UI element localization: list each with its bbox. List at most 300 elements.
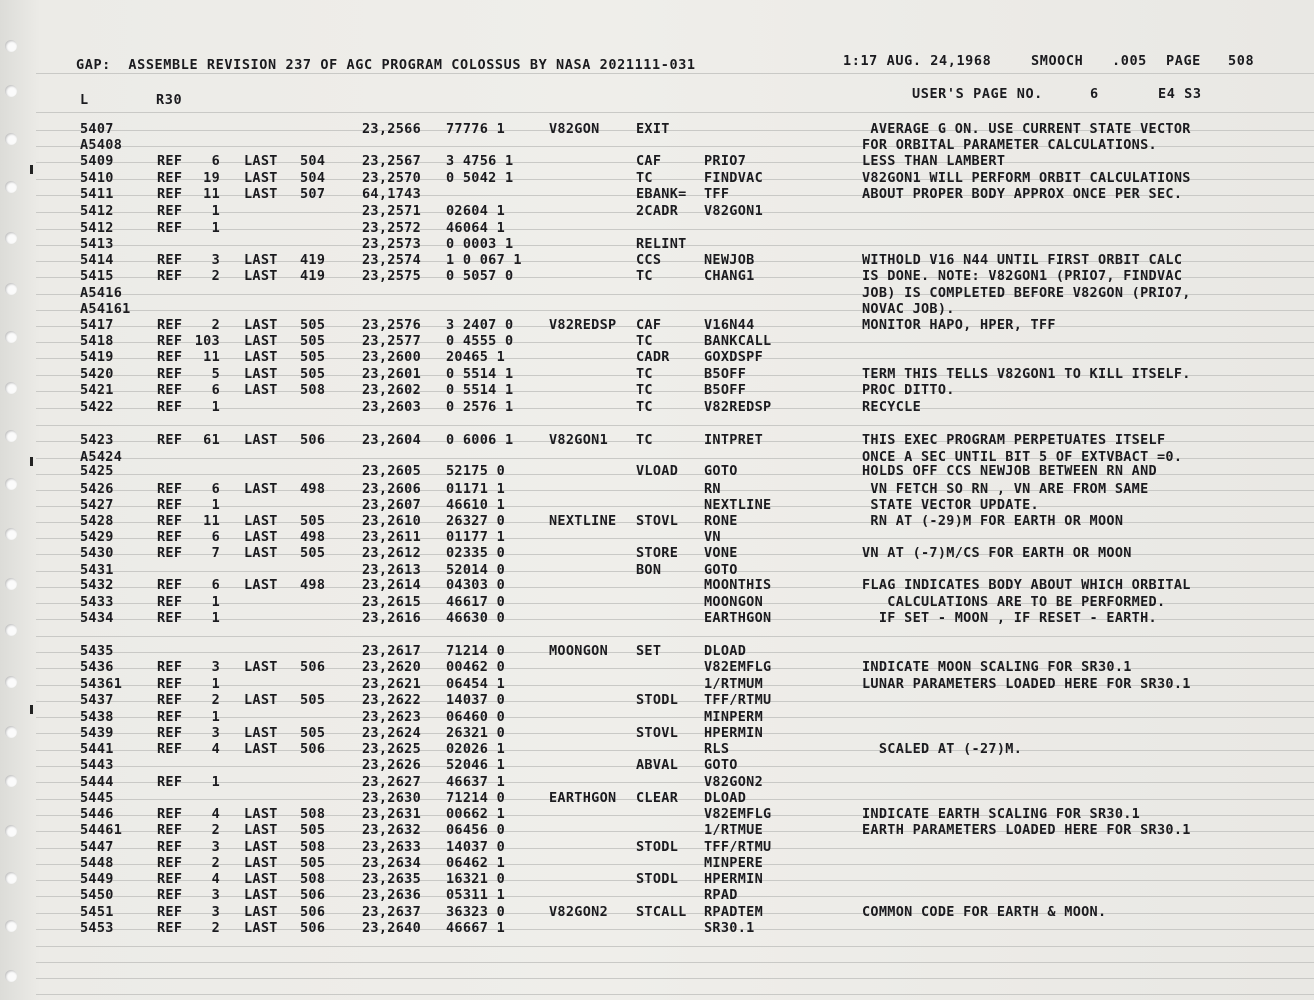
comment: SCALED AT (-27)M. (862, 741, 1023, 757)
comment: INDICATE MOON SCALING FOR SR30.1 (862, 659, 1132, 675)
last-keyword: LAST (244, 382, 278, 398)
listing-timestamp: 1:17 AUG. 24,1968 (843, 53, 992, 69)
operand: TFF (704, 186, 730, 202)
octal-word: 00462 0 (446, 659, 505, 675)
ref-keyword: REF (157, 153, 183, 169)
comment: ONCE A SEC UNTIL BIT 5 OF EXTVBACT =0. (862, 449, 1183, 465)
operand: VN (704, 529, 721, 545)
line-number: 5423 (80, 432, 114, 448)
sprocket-hole (5, 40, 17, 52)
ref-count: 3 (211, 887, 220, 903)
operand: INTPRET (704, 432, 763, 448)
octal-word: 0 4555 0 (446, 333, 514, 349)
last-page: 508 (300, 871, 326, 887)
line-number: A5408 (80, 137, 123, 153)
ref-count: 3 (211, 725, 220, 741)
operand: GOXDSPF (704, 349, 763, 365)
operand: TFF/RTMU (704, 839, 772, 855)
ruled-line (36, 782, 1314, 783)
memory-address: 23,2620 (362, 659, 421, 675)
operand: EARTHGON (704, 610, 772, 626)
ref-keyword: REF (157, 349, 183, 365)
ref-count: 4 (211, 871, 220, 887)
last-keyword: LAST (244, 153, 278, 169)
opcode: CCS (636, 252, 662, 268)
memory-address: 23,2571 (362, 203, 421, 219)
ruled-line (36, 425, 1314, 426)
line-number: 5414 (80, 252, 114, 268)
comment: IS DONE. NOTE: V82GON1 (PRIO7, FINDVAC (862, 268, 1183, 284)
line-number: 5413 (80, 236, 114, 252)
ref-count: 103 (194, 333, 220, 349)
memory-address: 23,2625 (362, 741, 421, 757)
comment: LESS THAN LAMBERT (862, 153, 1006, 169)
last-page: 505 (300, 692, 326, 708)
ref-count: 11 (203, 513, 220, 529)
operand: DLOAD (704, 643, 747, 659)
octal-word: 52175 0 (446, 463, 505, 479)
octal-word: 46667 1 (446, 920, 505, 936)
last-keyword: LAST (244, 822, 278, 838)
memory-address: 23,2621 (362, 676, 421, 692)
ref-count: 2 (211, 855, 220, 871)
line-number: 5412 (80, 203, 114, 219)
octal-word: 04303 0 (446, 577, 505, 593)
comment: V82GON1 WILL PERFORM ORBIT CALCULATIONS (862, 170, 1191, 186)
ref-count: 61 (203, 432, 220, 448)
octal-word: 05311 1 (446, 887, 505, 903)
line-number: 5430 (80, 545, 114, 561)
ref-keyword: REF (157, 725, 183, 741)
last-page: 506 (300, 741, 326, 757)
ref-count: 1 (211, 220, 220, 236)
octal-word: 3 4756 1 (446, 153, 514, 169)
octal-word: 46610 1 (446, 497, 505, 513)
memory-address: 23,2605 (362, 463, 421, 479)
operand: RPAD (704, 887, 738, 903)
operand: FINDVAC (704, 170, 763, 186)
memory-address: 23,2606 (362, 481, 421, 497)
opcode: TC (636, 399, 653, 415)
last-page: 506 (300, 904, 326, 920)
ref-keyword: REF (157, 366, 183, 382)
memory-address: 23,2574 (362, 252, 421, 268)
operand: MINPERM (704, 709, 763, 725)
listing-version: .005 (1112, 53, 1147, 69)
opcode: EBANK= (636, 186, 687, 202)
last-page: 419 (300, 252, 326, 268)
octal-word: 26327 0 (446, 513, 505, 529)
memory-address: 23,2573 (362, 236, 421, 252)
ref-keyword: REF (157, 822, 183, 838)
line-number: 5433 (80, 594, 114, 610)
last-keyword: LAST (244, 659, 278, 675)
ref-keyword: REF (157, 839, 183, 855)
line-number: 5409 (80, 153, 114, 169)
line-number: 5434 (80, 610, 114, 626)
operand: DLOAD (704, 790, 747, 806)
operand: MOONTHIS (704, 577, 772, 593)
ref-keyword: REF (157, 268, 183, 284)
code-label: NEXTLINE (549, 513, 617, 529)
opcode: TC (636, 170, 653, 186)
memory-address: 23,2631 (362, 806, 421, 822)
ref-count: 3 (211, 659, 220, 675)
last-keyword: LAST (244, 186, 278, 202)
ruled-line (36, 112, 1314, 113)
line-number: A5424 (80, 449, 123, 465)
ruled-line (36, 571, 1314, 572)
ruled-line (36, 538, 1314, 539)
comment: THIS EXEC PROGRAM PERPETUATES ITSELF (862, 432, 1166, 448)
operand: NEXTLINE (704, 497, 772, 513)
sprocket-hole (5, 676, 17, 688)
octal-word: 06460 0 (446, 709, 505, 725)
operand: V82GON2 (704, 774, 763, 790)
ref-keyword: REF (157, 659, 183, 675)
memory-address: 23,2626 (362, 757, 421, 773)
last-keyword: LAST (244, 333, 278, 349)
operand: 1/RTMUE (704, 822, 763, 838)
sprocket-hole (5, 85, 17, 97)
last-keyword: LAST (244, 577, 278, 593)
memory-address: 23,2635 (362, 871, 421, 887)
opcode: STODL (636, 871, 679, 887)
operand: V16N44 (704, 317, 755, 333)
line-number: 5443 (80, 757, 114, 773)
ref-keyword: REF (157, 887, 183, 903)
ref-keyword: REF (157, 432, 183, 448)
line-number: 5450 (80, 887, 114, 903)
ref-count: 3 (211, 252, 220, 268)
octal-word: 46637 1 (446, 774, 505, 790)
line-number: 5445 (80, 790, 114, 806)
line-number: 5429 (80, 529, 114, 545)
comment: FLAG INDICATES BODY ABOUT WHICH ORBITAL (862, 577, 1191, 593)
ref-count: 2 (211, 920, 220, 936)
comment: AVERAGE G ON. USE CURRENT STATE VECTOR (862, 121, 1191, 137)
memory-address: 23,2600 (362, 349, 421, 365)
octal-word: 26321 0 (446, 725, 505, 741)
memory-address: 23,2634 (362, 855, 421, 871)
line-number: 5425 (80, 463, 114, 479)
memory-address: 23,2613 (362, 562, 421, 578)
ruled-line (36, 342, 1314, 343)
ref-keyword: REF (157, 481, 183, 497)
line-number: 5438 (80, 709, 114, 725)
opcode: ABVAL (636, 757, 679, 773)
line-number: 54461 (80, 822, 123, 838)
sprocket-hole (5, 181, 17, 193)
octal-word: 14037 0 (446, 692, 505, 708)
octal-word: 00662 1 (446, 806, 505, 822)
memory-address: 23,2630 (362, 790, 421, 806)
code-label: MOONGON (549, 643, 608, 659)
last-keyword: LAST (244, 920, 278, 936)
last-page: 508 (300, 382, 326, 398)
last-page: 504 (300, 153, 326, 169)
sprocket-hole (5, 726, 17, 738)
line-number: 5448 (80, 855, 114, 871)
ruled-line (36, 994, 1314, 995)
opcode: STODL (636, 692, 679, 708)
octal-word: 20465 1 (446, 349, 505, 365)
memory-address: 23,2623 (362, 709, 421, 725)
ruled-line (36, 946, 1314, 947)
memory-address: 23,2614 (362, 577, 421, 593)
ref-count: 4 (211, 741, 220, 757)
left-code: L (80, 92, 89, 108)
memory-address: 23,2640 (362, 920, 421, 936)
users-page-label: USER'S PAGE NO. (912, 86, 1043, 102)
line-number: 5412 (80, 220, 114, 236)
line-number: 5428 (80, 513, 114, 529)
operand: BANKCALL (704, 333, 772, 349)
line-number: 5436 (80, 659, 114, 675)
memory-address: 23,2607 (362, 497, 421, 513)
last-page: 507 (300, 186, 326, 202)
comment: STATE VECTOR UPDATE. (862, 497, 1039, 513)
operand: MINPERE (704, 855, 763, 871)
ref-count: 2 (211, 317, 220, 333)
octal-word: 06454 1 (446, 676, 505, 692)
users-page-number: 6 (1090, 86, 1099, 102)
operand: 1/RTMUM (704, 676, 763, 692)
sprocket-hole (5, 624, 17, 636)
ref-keyword: REF (157, 203, 183, 219)
line-number: 5421 (80, 382, 114, 398)
ref-keyword: REF (157, 610, 183, 626)
comment: NOVAC JOB). (862, 301, 955, 317)
last-page: 498 (300, 577, 326, 593)
ref-count: 19 (203, 170, 220, 186)
operand: HPERMIN (704, 871, 763, 887)
margin-mark (30, 165, 33, 174)
octal-word: 01177 1 (446, 529, 505, 545)
ref-count: 3 (211, 839, 220, 855)
ref-count: 1 (211, 709, 220, 725)
ruled-line (36, 408, 1314, 409)
opcode: STOVL (636, 513, 679, 529)
last-keyword: LAST (244, 529, 278, 545)
ref-keyword: REF (157, 545, 183, 561)
last-page: 505 (300, 349, 326, 365)
opcode: STCALL (636, 904, 687, 920)
octal-word: 0 5514 1 (446, 382, 514, 398)
comment: JOB) IS COMPLETED BEFORE V82GON (PRIO7, (862, 285, 1191, 301)
memory-address: 23,2611 (362, 529, 421, 545)
ref-keyword: REF (157, 855, 183, 871)
ruled-line (36, 391, 1314, 392)
memory-address: 23,2572 (362, 220, 421, 236)
memory-address: 23,2576 (362, 317, 421, 333)
octal-word: 02604 1 (446, 203, 505, 219)
opcode: 2CADR (636, 203, 679, 219)
ref-keyword: REF (157, 170, 183, 186)
ruled-line (36, 652, 1314, 653)
memory-address: 23,2612 (362, 545, 421, 561)
octal-word: 02335 0 (446, 545, 505, 561)
ref-keyword: REF (157, 774, 183, 790)
octal-word: 14037 0 (446, 839, 505, 855)
last-page: 498 (300, 529, 326, 545)
line-number: 5432 (80, 577, 114, 593)
operand: GOTO (704, 562, 738, 578)
octal-word: 06462 1 (446, 855, 505, 871)
comment: FOR ORBITAL PARAMETER CALCULATIONS. (862, 137, 1157, 153)
line-number: 5435 (80, 643, 114, 659)
octal-word: 71214 0 (446, 790, 505, 806)
memory-address: 23,2615 (362, 594, 421, 610)
comment: VN AT (-7)M/CS FOR EARTH OR MOON (862, 545, 1132, 561)
margin-mark (30, 705, 33, 714)
ref-count: 6 (211, 153, 220, 169)
line-number: 5437 (80, 692, 114, 708)
last-page: 505 (300, 366, 326, 382)
comment: IF SET - MOON , IF RESET - EARTH. (862, 610, 1157, 626)
ref-keyword: REF (157, 920, 183, 936)
line-number: 54361 (80, 676, 123, 692)
last-page: 498 (300, 481, 326, 497)
line-number: 5427 (80, 497, 114, 513)
ruled-line (36, 864, 1314, 865)
last-page: 505 (300, 333, 326, 349)
opcode: RELINT (636, 236, 687, 252)
comment: LUNAR PARAMETERS LOADED HERE FOR SR30.1 (862, 676, 1191, 692)
operand: B5OFF (704, 366, 747, 382)
sprocket-hole (5, 232, 17, 244)
memory-address: 23,2622 (362, 692, 421, 708)
code-label: V82REDSP (549, 317, 617, 333)
ruled-line (36, 162, 1314, 163)
memory-address: 23,2617 (362, 643, 421, 659)
ref-keyword: REF (157, 577, 183, 593)
comment: VN FETCH SO RN , VN ARE FROM SAME (862, 481, 1149, 497)
ref-count: 1 (211, 203, 220, 219)
operand: B5OFF (704, 382, 747, 398)
last-page: 504 (300, 170, 326, 186)
memory-address: 23,2575 (362, 268, 421, 284)
sprocket-hole (5, 872, 17, 884)
comment: PROC DITTO. (862, 382, 955, 398)
last-keyword: LAST (244, 871, 278, 887)
ruled-line (36, 717, 1314, 718)
last-page: 508 (300, 839, 326, 855)
ref-count: 1 (211, 774, 220, 790)
last-page: 506 (300, 432, 326, 448)
last-page: 505 (300, 822, 326, 838)
ruled-line (36, 978, 1314, 979)
last-keyword: LAST (244, 268, 278, 284)
ref-keyword: REF (157, 317, 183, 333)
line-number: 5407 (80, 121, 114, 137)
line-number: 5431 (80, 562, 114, 578)
comment: CALCULATIONS ARE TO BE PERFORMED. (862, 594, 1166, 610)
ruled-line (36, 310, 1314, 311)
ruled-line (36, 506, 1314, 507)
line-number: 5417 (80, 317, 114, 333)
listing-title: GAP: ASSEMBLE REVISION 237 OF AGC PROGRAM COLOSSUS BY NASA 2021111-031 (76, 57, 696, 73)
ref-count: 5 (211, 366, 220, 382)
ref-keyword: REF (157, 692, 183, 708)
last-keyword: LAST (244, 692, 278, 708)
last-keyword: LAST (244, 481, 278, 497)
memory-address: 23,2602 (362, 382, 421, 398)
ref-keyword: REF (157, 594, 183, 610)
last-keyword: LAST (244, 904, 278, 920)
octal-word: 0 5057 0 (446, 268, 514, 284)
opcode: EXIT (636, 121, 670, 137)
sprocket-hole (5, 430, 17, 442)
last-keyword: LAST (244, 725, 278, 741)
memory-address: 23,2566 (362, 121, 421, 137)
ruled-line (36, 326, 1314, 327)
last-page: 508 (300, 806, 326, 822)
ref-count: 1 (211, 594, 220, 610)
ref-count: 2 (211, 822, 220, 838)
last-keyword: LAST (244, 349, 278, 365)
octal-word: 46064 1 (446, 220, 505, 236)
operand: RPADTEM (704, 904, 763, 920)
operand: RONE (704, 513, 738, 529)
last-keyword: LAST (244, 806, 278, 822)
opcode: BON (636, 562, 662, 578)
opcode: TC (636, 366, 653, 382)
last-keyword: LAST (244, 741, 278, 757)
octal-word: 46617 0 (446, 594, 505, 610)
line-number: 5418 (80, 333, 114, 349)
ruled-line (36, 636, 1314, 637)
sprocket-hole (5, 775, 17, 787)
comment: EARTH PARAMETERS LOADED HERE FOR SR30.1 (862, 822, 1191, 838)
listing-page-number: 508 (1228, 53, 1255, 69)
octal-word: 3 2407 0 (446, 317, 514, 333)
ref-keyword: REF (157, 513, 183, 529)
last-page: 505 (300, 545, 326, 561)
line-number: 5449 (80, 871, 114, 887)
last-page: 506 (300, 920, 326, 936)
last-keyword: LAST (244, 545, 278, 561)
last-keyword: LAST (244, 513, 278, 529)
ref-count: 11 (203, 186, 220, 202)
memory-address: 23,2633 (362, 839, 421, 855)
line-number: 5419 (80, 349, 114, 365)
ref-count: 3 (211, 904, 220, 920)
sprocket-hole (5, 825, 17, 837)
last-page: 506 (300, 887, 326, 903)
opcode: CLEAR (636, 790, 679, 806)
operand: GOTO (704, 463, 738, 479)
comment: RECYCLE (862, 399, 921, 415)
operand: SR30.1 (704, 920, 755, 936)
line-number: A54161 (80, 301, 131, 317)
ref-count: 1 (211, 399, 220, 415)
operand: V82EMFLG (704, 659, 772, 675)
ref-keyword: REF (157, 333, 183, 349)
memory-address: 23,2601 (362, 366, 421, 382)
ref-count: 1 (211, 610, 220, 626)
ref-count: 2 (211, 692, 220, 708)
octal-word: 0 0003 1 (446, 236, 514, 252)
octal-word: 77776 1 (446, 121, 505, 137)
sprocket-hole (5, 331, 17, 343)
opcode: TC (636, 333, 653, 349)
sprocket-hole (5, 283, 17, 295)
line-number: 5420 (80, 366, 114, 382)
octal-word: 0 5514 1 (446, 366, 514, 382)
ruled-line (36, 929, 1314, 930)
sprocket-hole (5, 133, 17, 145)
